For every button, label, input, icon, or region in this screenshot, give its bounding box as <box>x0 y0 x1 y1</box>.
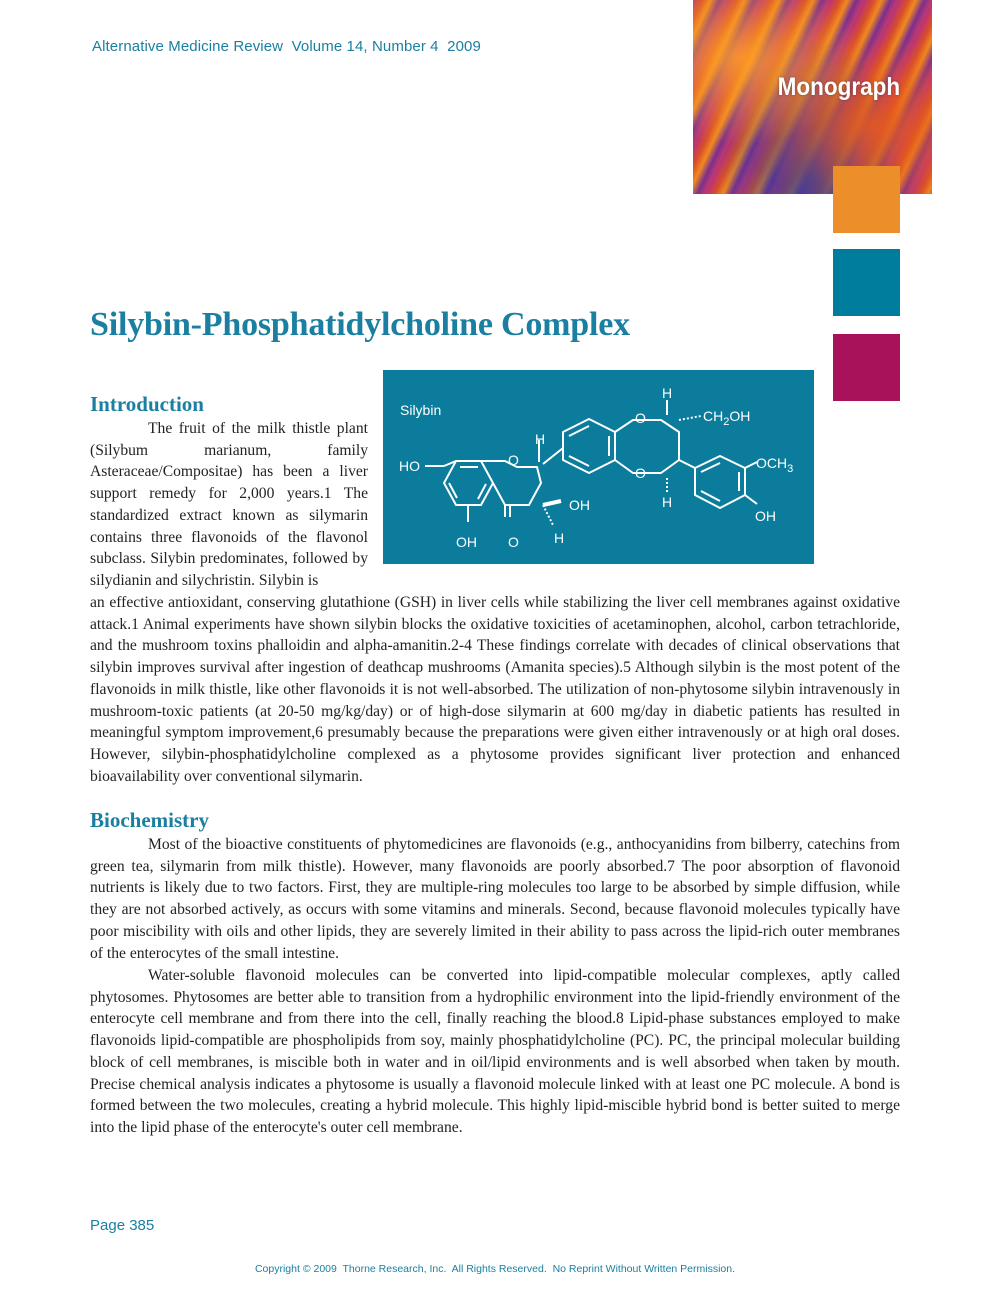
atom-h-dioxane-bottom: H <box>662 494 673 510</box>
biochemistry-heading: Biochemistry <box>90 808 209 832</box>
atom-h-dioxane-top: H <box>662 385 673 401</box>
ring-dioxane <box>615 420 679 473</box>
atom-oh-aryl: OH <box>755 508 776 524</box>
teal-accent-square <box>833 249 900 316</box>
atom-o-keto: O <box>508 534 519 550</box>
atom-och3: $OCH_3$ <box>756 455 794 475</box>
atom-h-top-c: H <box>535 431 546 447</box>
magenta-accent-square <box>833 334 900 401</box>
section-label: Monograph <box>777 73 900 101</box>
atom-h-c3: H <box>554 530 565 546</box>
biochemistry-paragraph-2: Water-soluble flavonoid molecules can be converted into lipid-compatible molecular complexes, aptly called phytosomes. Phytosomes are better able to transition from a hydrophilic environment into the lipid-friendly environment of the enterocyte cell membrane and from there into the cell, finally reaching the blood.8 Lipid-phase substances employed to make flavonoids lipid-compatible are phospholipids from soy, mainly phosphatidylcholine (PC). PC, the principal molecular building block of cell membranes, is miscible both in water and in oil/lipid environments and is well absorbed when taken by mouth. Precise chemical analysis indicates a phytosome is usually a flavonoid molecule linked with at least one PC molecule. A bond is formed between the two molecules, creating a hybrid molecule. This highly lipid-miscible hybrid bond is better suited to merge into the lipid phase of the enterocyte's outer cell membrane. <box>90 967 900 1136</box>
atom-o-ring-c: O <box>508 452 519 468</box>
atom-oh-bottom: OH <box>456 534 477 550</box>
journal-header: Alternative Medicine Review Volume 14, Number 4 2009 <box>92 38 481 55</box>
section-banner-image <box>693 0 932 194</box>
article-title: Silybin-Phosphatidylcholine Complex <box>90 306 630 343</box>
introduction-wrapped-paragraph: The fruit of the milk thistle plant (Silybum marianum, family Asteraceae/Compositae) has been a liver support remedy for 2,000 years.1 The standardized extract known as silymarin contains three flavonoids of the flavonol subclass. Silybin predominates, followed by silydianin and silychristin. Silybin is <box>90 420 368 589</box>
figure-label: Silybin <box>400 402 442 418</box>
orange-accent-square <box>833 166 900 233</box>
page-number: Page 385 <box>90 1217 155 1234</box>
introduction-paragraph: an effective antioxidant, conserving glutathione (GSH) in liver cells while stabilizing the liver cell membranes against oxidative attack.1 Animal experiments have shown silybin blocks the oxidative toxicities of acetaminophen, alcohol, carbon tetrachloride, and the mushroom toxins phalloidin and alpha-amanitin.2-4 These findings correlate with decades of clinical observations that silybin improves survival after ingestion of deathcap mushrooms (Amanita species).5 Although silybin is the most potent of the flavonoids in milk thistle, like other flavonoids it is not well-absorbed. The utilization of non-phytosome silybin intravenously in mushroom-toxic patients (at 20-50 mg/kg/day) or of high-dose silymarin at 600 mg/day in diabetic patients has resulted in meaningful symptom improvement,6 presumably because the preparations were given either intravenously or at high oral doses. However, silybin-phosphatidylcholine complexed as a phytosome provides significant liver protection and enhanced bioavailability over conventional silymarin. <box>90 594 900 785</box>
silybin-structure-diagram <box>383 370 814 564</box>
atom-ch2oh: $CH_2OH$ <box>703 408 751 428</box>
atom-ho-left: HO <box>399 458 420 474</box>
atom-o-dioxane-bottom: O <box>635 465 646 481</box>
biochemistry-paragraph-1: Most of the bioactive constituents of phytomedicines are flavonoids (e.g., anthocyanidins from bilberry, catechins from green tea, silymarin from milk thistle). However, many flavonoids are poorly absorbed.7 The poor absorption of flavonoid nutrients is likely due to two factors. First, they are multiple-ring molecules too large to be absorbed by simple diffusion, while they are not absorbed actively, as occurs with some vitamins and minerals. Second, because flavonoid molecules typically have poor miscibility with oils and other lipids, they are severely limited in their ability to pass across the lipid-rich outer membranes of the enterocytes of the small intestine. <box>90 836 900 962</box>
introduction-heading: Introduction <box>90 392 204 416</box>
copyright-notice: Copyright © 2009 Thorne Research, Inc. All Rights Reserved. No Reprint Without Written Permission. <box>254 1263 736 1275</box>
atom-oh-c3: OH <box>569 497 590 513</box>
silybin-structure-figure <box>383 370 814 564</box>
atom-o-dioxane-top: O <box>635 410 646 426</box>
